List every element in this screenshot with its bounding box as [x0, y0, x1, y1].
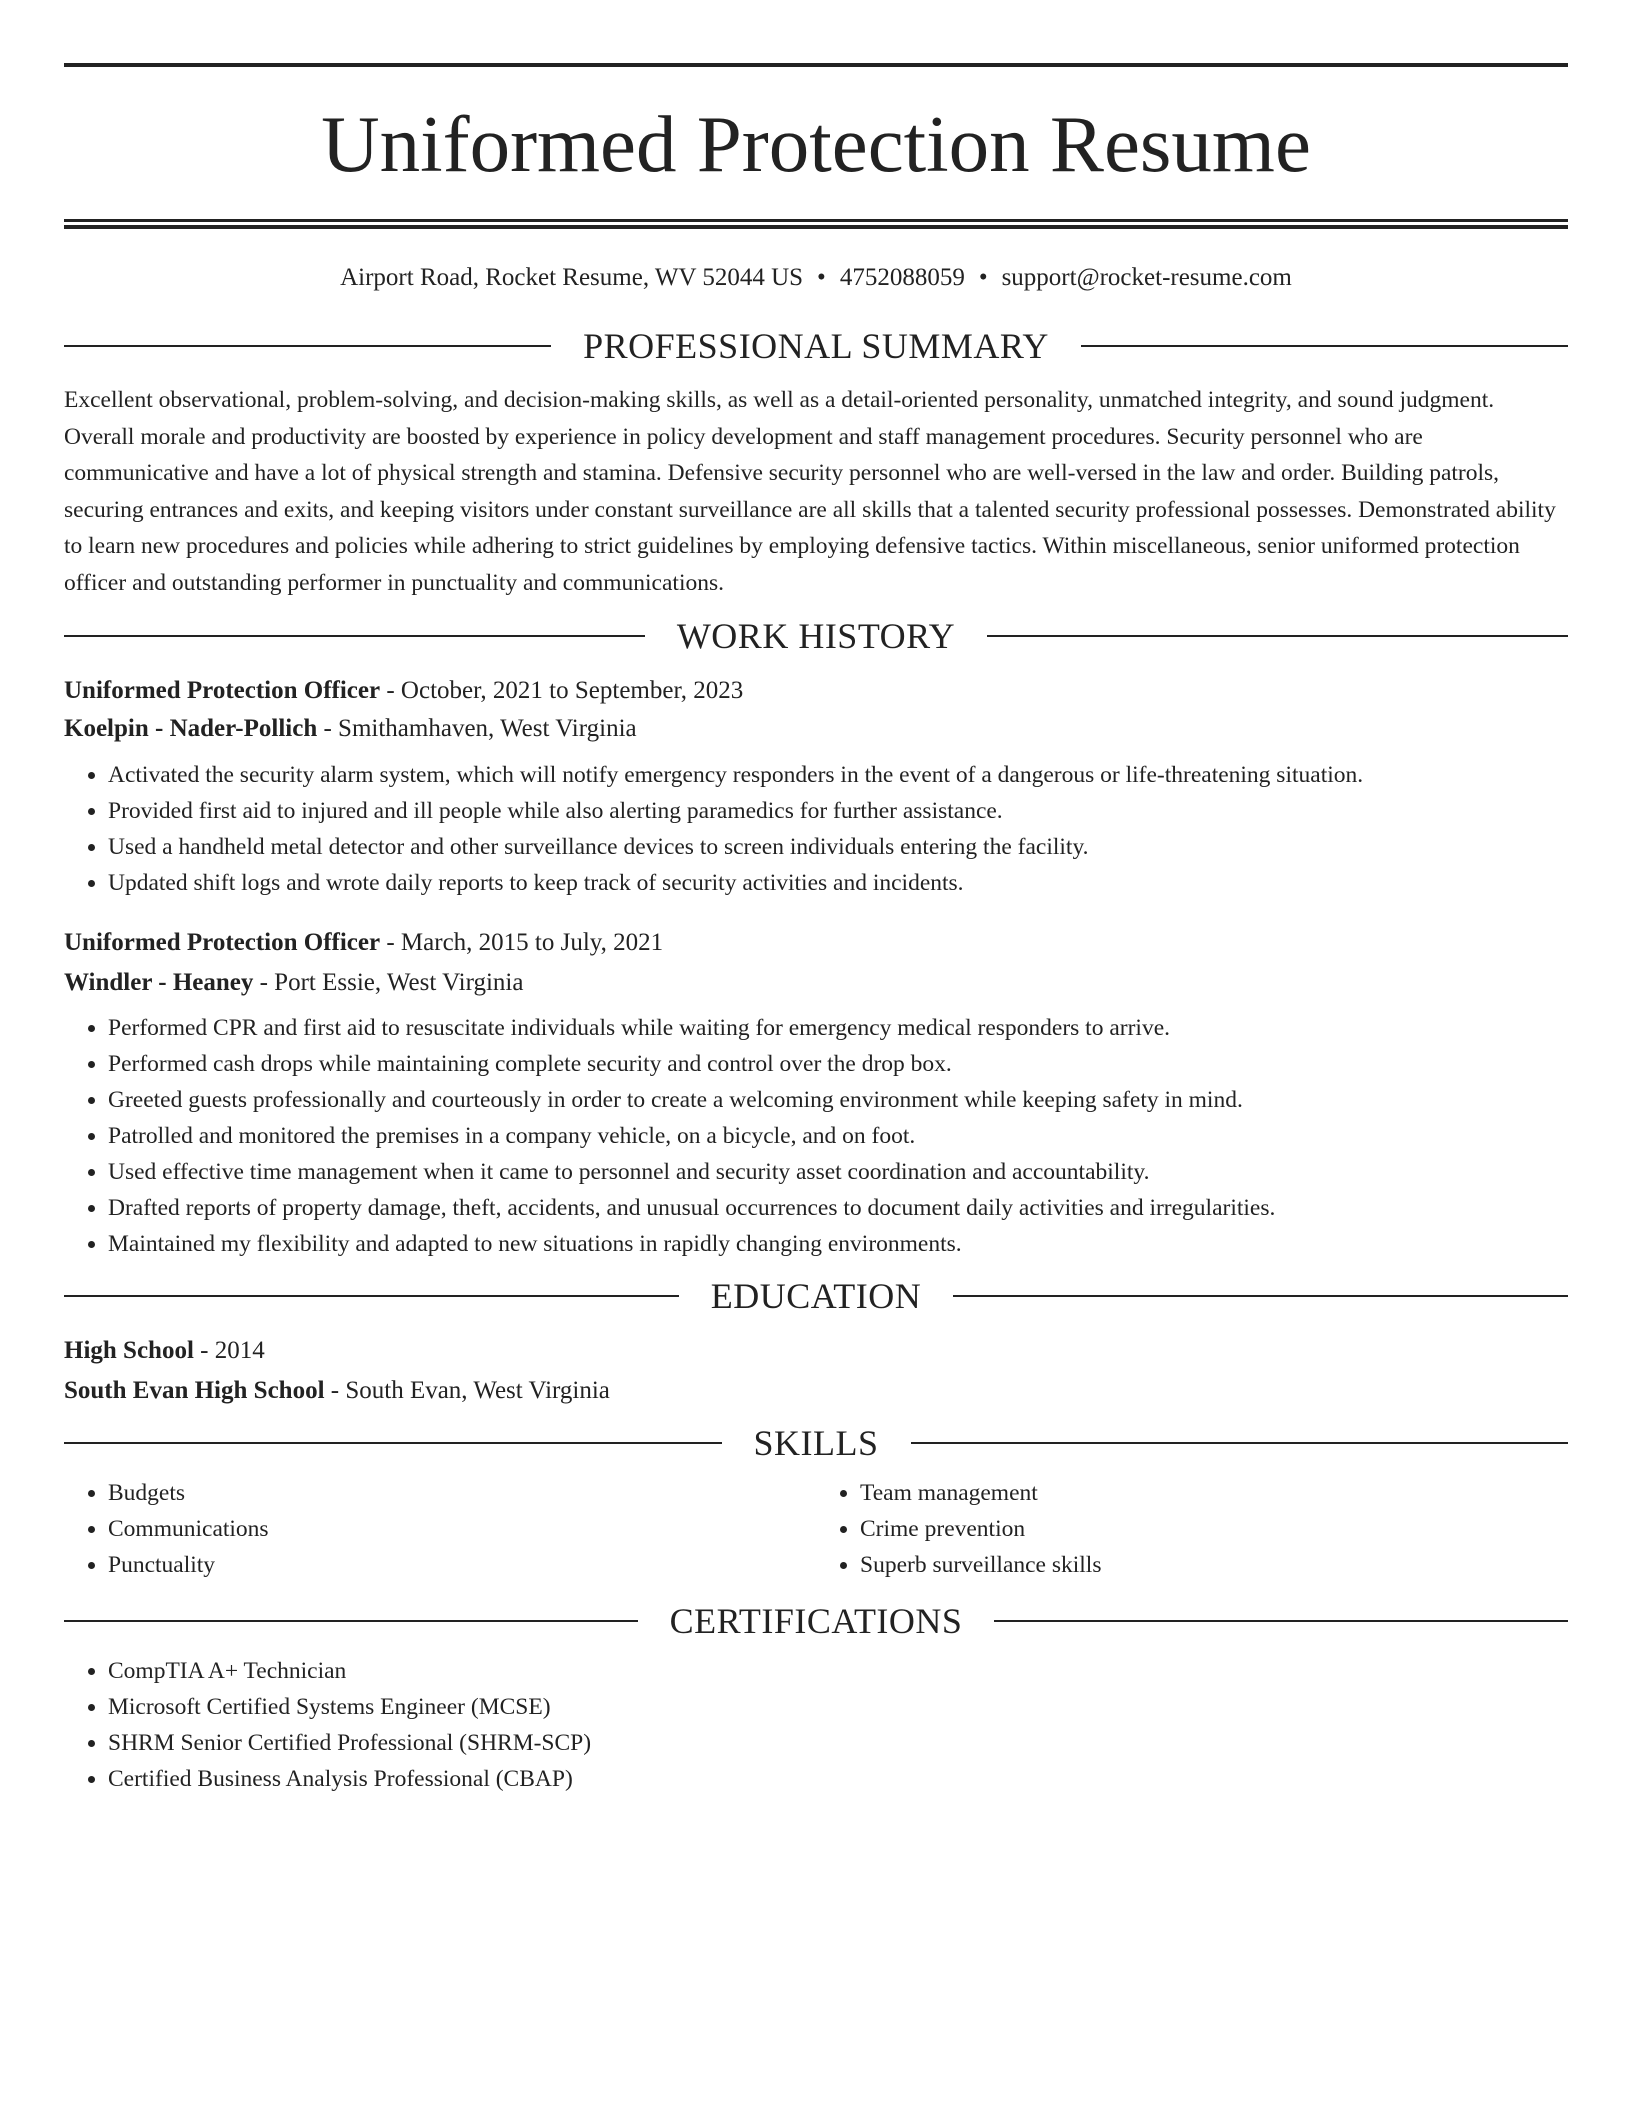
list-item: • Drafted reports of property damage, theft, accidents, and unusual occurrences to document daily activities and irregularities. [108, 1190, 1568, 1226]
job-bullets [64, 1010, 1568, 1262]
job-title: Uniformed Protection Officer [64, 928, 381, 956]
skill-item: • Crime prevention [860, 1511, 1568, 1547]
skill-item: • Team management [860, 1475, 1568, 1511]
education-year: - 2014 [200, 1336, 265, 1364]
heading-rule [64, 1442, 722, 1444]
certification-item: • CompTIA A+ Technician [108, 1653, 1568, 1689]
list-item: • Used a handheld metal detector and other surveillance devices to screen individuals entering the facility. [108, 829, 1568, 865]
job-title-line [64, 678, 1568, 703]
section-heading-summary [64, 326, 1568, 366]
list-item: • Activated the security alarm system, which will notify emergency responders in the event of a dangerous or life-threatening situation. [108, 757, 1568, 793]
certification-item: • Certified Business Analysis Professional (CBAP) [108, 1761, 1568, 1797]
list-item: • Performed CPR and first aid to resuscitate individuals while waiting for emergency medical responders to arrive. [108, 1010, 1568, 1046]
skills-right-column [816, 1475, 1568, 1583]
education-location: - South Evan, West Virginia [330, 1376, 610, 1404]
education-entry [64, 1338, 1568, 1403]
job-company-line [64, 970, 1568, 995]
section-heading-education [64, 1276, 1568, 1316]
heading-rule [64, 635, 645, 637]
skill-item: • Superb surveillance skills [860, 1547, 1568, 1583]
heading-rule [994, 1620, 1568, 1622]
resume-title: Uniformed Protection Resume [321, 99, 1311, 189]
skills-grid [64, 1475, 1568, 1583]
job-dates: - March, 2015 to July, 2021 [386, 928, 664, 956]
job-location: - Smithamhaven, West Virginia [323, 714, 637, 742]
skills-left-column [64, 1475, 816, 1583]
contact-line [64, 265, 1568, 290]
list-item: • Patrolled and monitored the premises in a company vehicle, on a bicycle, and on foot. [108, 1118, 1568, 1154]
skill-item: • Communications [108, 1511, 816, 1547]
skill-item: • Punctuality [108, 1547, 816, 1583]
list-item: • Greeted guests professionally and courteously in order to create a welcoming environment while keeping safety in mind. [108, 1082, 1568, 1118]
contact-separator: • [817, 264, 826, 291]
title-double-rule [64, 219, 1568, 229]
top-rule [64, 63, 1568, 67]
education-degree: High School [64, 1336, 194, 1364]
education-school-line [64, 1378, 1568, 1403]
list-item: • Updated shift logs and wrote daily reports to keep track of security activities and incidents. [108, 865, 1568, 901]
certifications-list [64, 1653, 1568, 1797]
contact-phone: 4752088059 [839, 264, 965, 291]
job-company: Windler - Heaney [64, 968, 254, 996]
certification-item: • Microsoft Certified Systems Engineer (MCSE) [108, 1689, 1568, 1725]
job-entry [64, 930, 1568, 1262]
job-title-line [64, 930, 1568, 955]
job-title: Uniformed Protection Officer [64, 676, 381, 704]
list-item: • Performed cash drops while maintaining complete security and control over the drop box. [108, 1046, 1568, 1082]
education-school: South Evan High School [64, 1376, 325, 1404]
heading-rule [953, 1295, 1568, 1297]
job-location: - Port Essie, West Virginia [259, 968, 524, 996]
skill-item: • Budgets [108, 1475, 816, 1511]
heading-rule [64, 1295, 679, 1297]
certification-item: • SHRM Senior Certified Professional (SHRM-SCP) [108, 1725, 1568, 1761]
heading-rule [1081, 345, 1568, 347]
job-entry [64, 678, 1568, 901]
section-heading-work-history [64, 616, 1568, 656]
section-title: CERTIFICATIONS [669, 1600, 963, 1641]
education-degree-line [64, 1338, 1568, 1363]
contact-separator: • [978, 264, 988, 291]
section-title: PROFESSIONAL SUMMARY [583, 326, 1049, 366]
job-company-line [64, 716, 1568, 741]
summary-paragraph: Excellent observational, problem-solving, and decision-making skills, as well as a detail-oriented personality, unmatched integrity, and sound judgment. Overall morale and productivity are boosted by experience in policy development and staff management procedures. Security personnel who are communicative and have a lot of physical strength and stamina. Defensive security personnel who are well-versed in the law and order. Building patrols, securing entrances and exits, and keeping visitors under constant surveillance are all skills that a talented security professional possesses. Demonstrated ability to learn new procedures and policies while adhering to strict guidelines by employing defensive tactics. Within miscellaneous, senior uniformed protection officer and outstanding performer in punctuality and communications. [64, 387, 1556, 596]
list-item: • Maintained my flexibility and adapted to new situations in rapidly changing environments. [108, 1226, 1568, 1262]
job-company: Koelpin - Nader-Pollich [64, 714, 318, 742]
section-title: EDUCATION [710, 1275, 922, 1316]
section-title: SKILLS [753, 1422, 879, 1463]
job-bullets [64, 757, 1568, 901]
heading-rule [64, 1620, 638, 1622]
contact-address: Airport Road, Rocket Resume, WV 52044 US [340, 264, 804, 291]
section-title: WORK HISTORY [676, 615, 956, 656]
contact-email: support@rocket-resume.com [1001, 264, 1292, 291]
heading-rule [987, 635, 1568, 637]
section-heading-skills [64, 1423, 1568, 1463]
section-heading-certifications [64, 1601, 1568, 1641]
list-item: • Used effective time management when it came to personnel and security asset coordination and accountability. [108, 1154, 1568, 1190]
heading-rule [911, 1442, 1569, 1444]
list-item: • Provided first aid to injured and ill people while also alerting paramedics for further assistance. [108, 793, 1568, 829]
job-dates: - October, 2021 to September, 2023 [386, 676, 744, 704]
heading-rule [64, 345, 551, 347]
